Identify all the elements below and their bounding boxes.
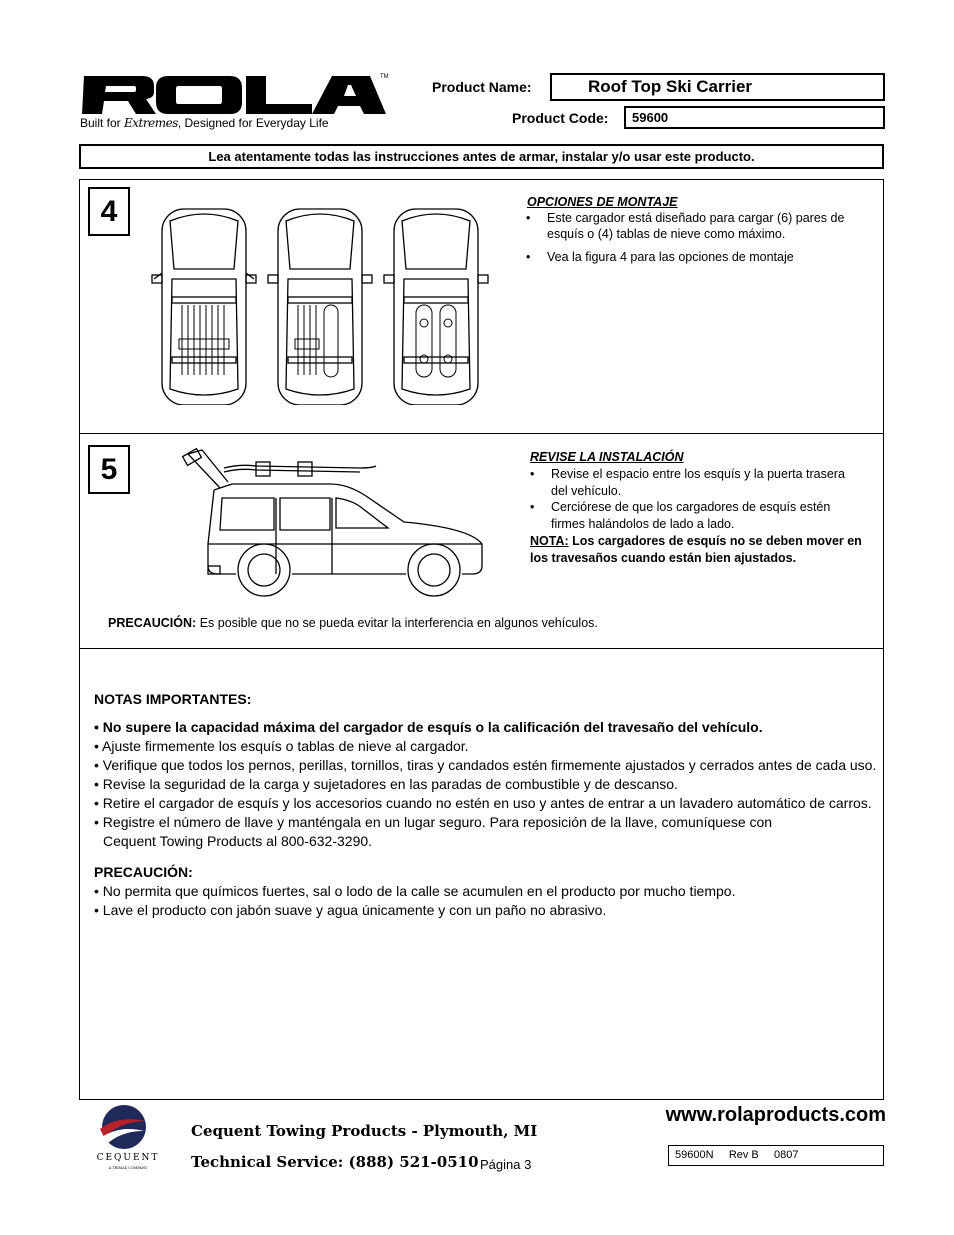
important-notes (94, 690, 884, 920)
read-instructions-warning: Lea atentamente todas las instrucciones antes de armar, instalar y/o usar este producto. (79, 144, 884, 169)
step5-note (530, 533, 865, 567)
tech-service-phone: Technical Service: (888) 521-0510 (191, 1153, 479, 1171)
caution-text: Es posible que no se pueda evitar la interferencia en algunos vehículos. (199, 616, 598, 630)
cequent-sub: A TRIMAS COMPANY (108, 1166, 148, 1170)
note-label: NOTA: (530, 534, 569, 548)
step4-title: OPCIONES DE MONTAJE (527, 195, 678, 209)
step5-caution (108, 616, 598, 630)
car-top-view-skis (152, 209, 256, 405)
step4-bullets (525, 210, 870, 265)
step-number-5: 5 (88, 445, 130, 494)
note-item: • Retire el cargador de esquís y los accesorios cuando no estén en uso y antes de entrar a un lavadero automático de carros. (94, 795, 872, 811)
note-item: • Verifique que todos los pernos, perillas, tornillos, tiras y candados estén firmemente ajustados y cerrados antes de cada uso. (94, 757, 877, 773)
document-revision: 59600N Rev B 0807 (668, 1145, 884, 1166)
product-name-label: Product Name: (432, 79, 532, 95)
note-item: • Ajuste firmemente los esquís o tablas de nieve al cargador. (94, 738, 469, 754)
car-top-view-mixed (268, 209, 372, 405)
divider (79, 648, 884, 649)
list-item: • Vea la figura 4 para las opciones de montaje (525, 249, 870, 265)
note-item: • Revise la seguridad de la carga y sujetadores en las paradas de combustible y de descanso. (94, 776, 678, 792)
cequent-wordmark: CEQUENT (96, 1153, 160, 1163)
note-item: • No supere la capacidad máxima del cargador de esquís o la calificación del travesaño del vehículo. (94, 719, 763, 735)
caution-item: • No permita que químicos fuertes, sal o lodo de la calle se acumulen en el producto por mucho tiempo. (94, 883, 736, 899)
list-item: • Este cargador está diseñado para cargar (6) pares de esquís o (4) tablas de nieve como máximo. (525, 210, 870, 242)
notes-heading: NOTAS IMPORTANTES: (94, 691, 252, 707)
tagline: Built for Extremes, Designed for Everyday Life (80, 116, 329, 130)
company-name: Cequent Towing Products - Plymouth, MI (191, 1122, 538, 1140)
page-number: Página 3 (480, 1157, 532, 1172)
product-name-value: Roof Top Ski Carrier (550, 73, 885, 101)
website-link[interactable]: www.rolaproducts.com (665, 1104, 886, 1126)
caution-item: • Lave el producto con jabón suave y agua únicamente y con un paño no abrasivo. (94, 902, 607, 918)
product-code-value: 59600 (624, 106, 885, 129)
note-item: • Registre el número de llave y manténgala en un lugar seguro. Para reposición de la llave, comuníquese con (94, 814, 773, 830)
list-item: • Revise el espacio entre los esquís y la puerta trasera del vehículo. (529, 466, 859, 499)
caution-heading: PRECAUCIÓN: (94, 864, 193, 880)
tagline-extremes: Extremes (124, 116, 178, 130)
step-number-4: 4 (88, 187, 130, 236)
svg-text:TM: TM (380, 74, 389, 80)
car-top-view-snowboards (384, 209, 488, 405)
caution-label: PRECAUCIÓN: (108, 616, 197, 630)
cequent-logo (88, 1103, 168, 1175)
mounting-options-figure (150, 205, 500, 410)
suv-side-view-figure (180, 448, 490, 603)
step5-title: REVISE LA INSTALACIÓN (530, 450, 684, 464)
product-code-label: Product Code: (512, 110, 609, 126)
note-text: Los cargadores de esquís no se deben mover en los travesaños cuando están bien ajustados. (530, 534, 862, 565)
note-item: Cequent Towing Products al 800-632-3290. (103, 833, 373, 849)
divider (79, 433, 884, 434)
list-item: • Cerciórese de que los cargadores de esquís estén firmes halándolos de lado a lado. (529, 499, 859, 532)
step5-bullets (529, 466, 859, 532)
